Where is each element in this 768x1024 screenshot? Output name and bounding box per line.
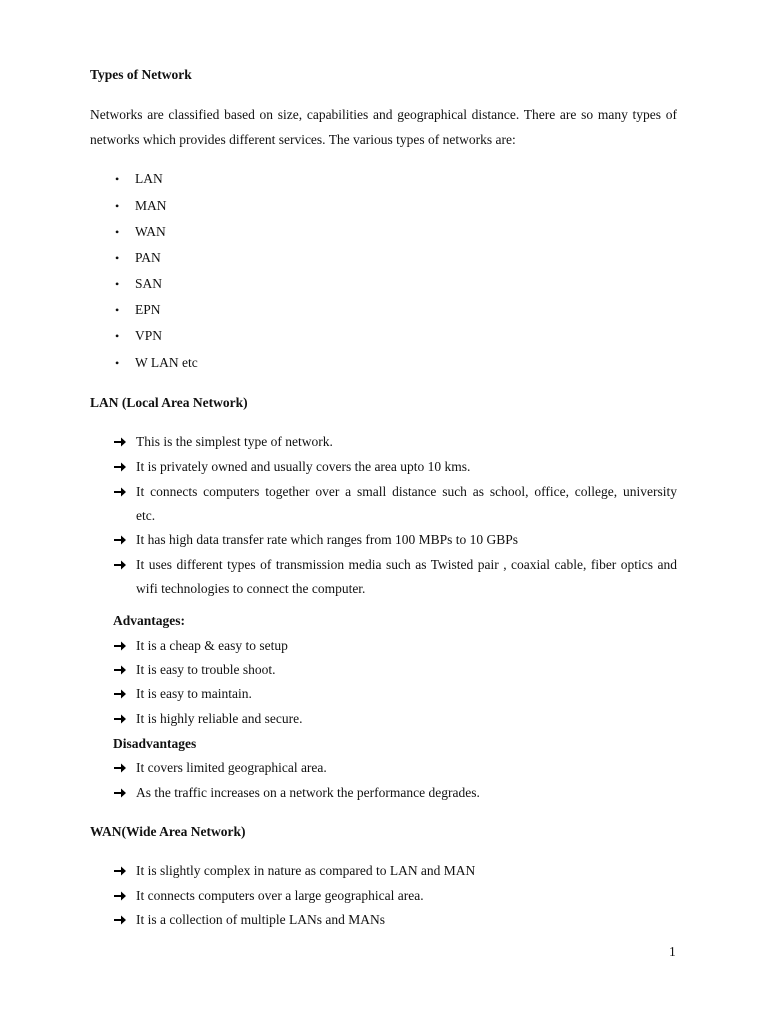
disadvantage-item: It covers limited geographical area. (136, 760, 327, 775)
intro-line-1: Networks are classified based on size, capabilities and geographical distance. There are so many types of (90, 107, 677, 122)
arrow-right-icon (113, 662, 127, 678)
list-item: VPN (135, 328, 163, 343)
arrow-right-icon (113, 785, 127, 801)
arrow-right-icon (113, 760, 127, 776)
arrow-right-icon (113, 459, 127, 475)
lan-point-5-line-1: It uses different types of transmission media such as Twisted pair , coaxial cable, fiber optics and (136, 557, 677, 572)
list-item: WAN (135, 224, 166, 239)
list-item: PAN (135, 250, 161, 265)
arrow-right-icon (113, 686, 127, 702)
intro-line-2: networks which provides different services. The various types of networks are: (90, 132, 516, 147)
page-title: Types of Network (90, 67, 192, 82)
list-item: EPN (135, 302, 161, 317)
lan-point-2: It is privately owned and usually covers the area upto 10 kms. (136, 459, 471, 474)
arrow-right-icon (113, 484, 127, 500)
disadvantage-item: As the traffic increases on a network the performance degrades. (136, 785, 480, 800)
lan-point-3-line-2: etc. (136, 508, 156, 523)
arrow-right-icon (113, 711, 127, 727)
list-item: MAN (135, 198, 167, 213)
lan-point-3-line-1: It connects computers together over a small distance such as school, office, college, university (136, 484, 677, 499)
advantages-heading: Advantages: (113, 613, 186, 628)
list-item: SAN (135, 276, 163, 291)
lan-point-5-line-2: wifi technologies to connect the computer. (136, 581, 366, 596)
advantage-item: It is easy to trouble shoot. (136, 662, 276, 677)
advantage-item: It is a cheap & easy to setup (136, 638, 288, 653)
arrow-right-icon (113, 888, 127, 904)
advantage-item: It is highly reliable and secure. (136, 711, 303, 726)
bullet-dot: • (115, 172, 120, 186)
wan-point: It is a collection of multiple LANs and MANs (136, 912, 385, 927)
bullet-dot: • (115, 303, 120, 317)
wan-point: It is slightly complex in nature as compared to LAN and MAN (136, 863, 476, 878)
arrow-right-icon (113, 532, 127, 548)
bullet-dot: • (115, 251, 120, 265)
list-item: W LAN etc (135, 355, 198, 370)
bullet-dot: • (115, 356, 120, 370)
bullet-dot: • (115, 329, 120, 343)
bullet-dot: • (115, 199, 120, 213)
bullet-dot: • (115, 225, 120, 239)
arrow-right-icon (113, 863, 127, 879)
wan-point: It connects computers over a large geographical area. (136, 888, 424, 903)
arrow-right-icon (113, 912, 127, 928)
lan-point-1: This is the simplest type of network. (136, 434, 333, 449)
lan-heading: LAN (Local Area Network) (90, 395, 248, 410)
arrow-right-icon (113, 638, 127, 654)
wan-heading: WAN(Wide Area Network) (90, 824, 246, 839)
arrow-right-icon (113, 434, 127, 450)
page-number: 1 (669, 944, 676, 959)
advantage-item: It is easy to maintain. (136, 686, 252, 701)
disadvantages-heading: Disadvantages (113, 736, 197, 751)
bullet-dot: • (115, 277, 120, 291)
lan-point-4: It has high data transfer rate which ranges from 100 MBPs to 10 GBPs (136, 532, 519, 547)
arrow-right-icon (113, 557, 127, 573)
list-item: LAN (135, 171, 163, 186)
